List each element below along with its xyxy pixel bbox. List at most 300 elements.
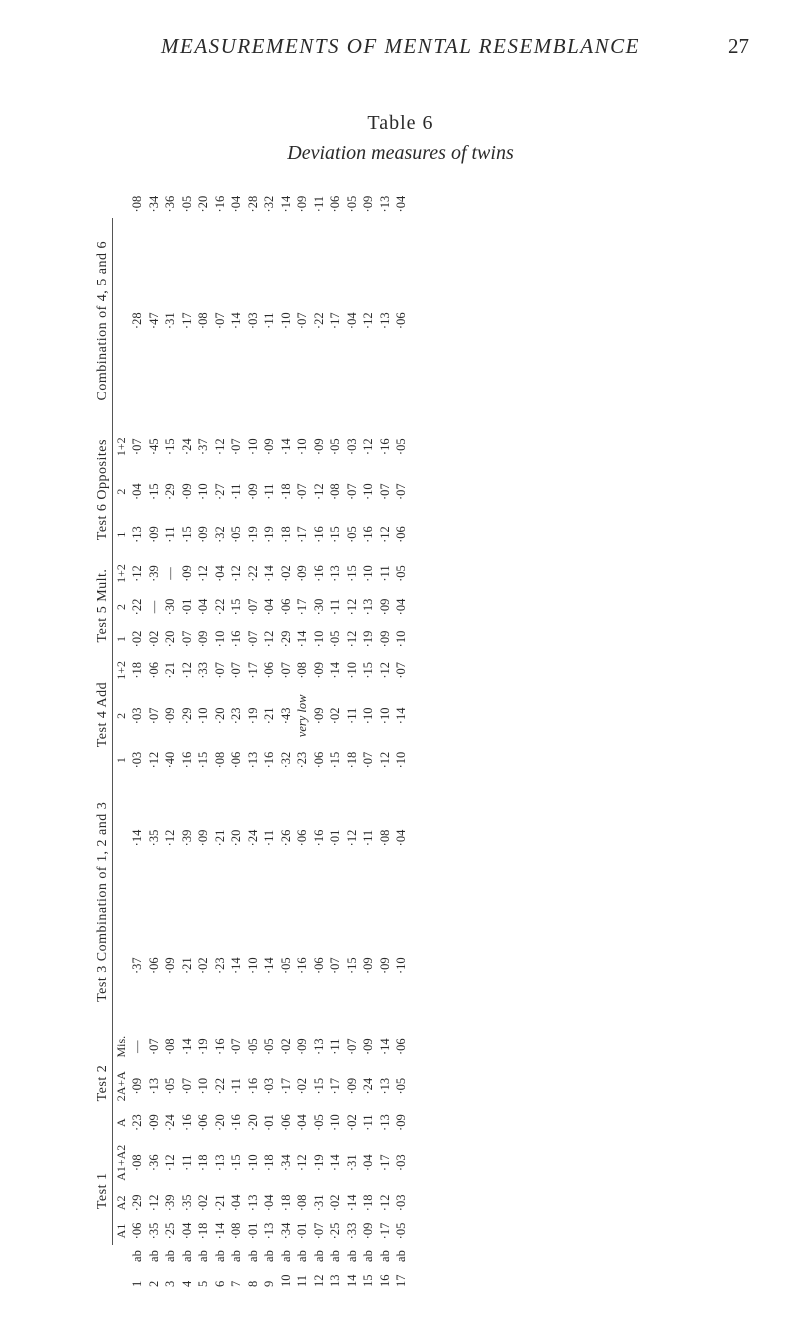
pair-label: ab [229,1250,243,1262]
table-cell: — [130,1040,144,1053]
table-cell: ·07 [179,630,194,648]
table-cell: ·33 [196,662,210,679]
table-cell: ·33 [344,1222,359,1240]
table-cell: ·07 [295,312,309,330]
table-cell: ·07 [146,707,161,725]
table-cell: ·07 [394,483,408,501]
table-cell: ·14 [179,1038,194,1056]
table-cell: ·12 [163,1154,177,1172]
table-cell: ·04 [394,195,408,213]
table-cell: ·08 [328,483,342,501]
pair-label: ab [262,1250,276,1262]
table-cell: ·09 [130,1077,144,1095]
table-cell: ·15 [344,957,359,975]
pair-label: ab [328,1250,342,1262]
table-cell: ·16 [361,526,375,543]
table-cell: ·09 [179,483,194,501]
table-cell: ·07 [344,1038,359,1056]
table-cell: ·16 [212,195,227,213]
table-cell: very low [295,694,309,738]
table-row [228,190,245,1290]
table-cell: ·13 [146,1077,161,1095]
table-cell: ·40 [163,751,177,769]
table-cell: ·09 [311,707,326,725]
table-cell: ·11 [361,1114,375,1131]
table-cell: ·02 [130,630,144,648]
table-row [195,190,212,1290]
table-cell: ·10 [196,707,210,725]
table-cell: ·01 [295,1222,309,1240]
table-cell: ·07 [361,751,375,769]
row-number: 1 [130,1280,144,1287]
column-header: 2 [114,604,128,611]
pair-label: ab [146,1250,161,1262]
table-cell: ·12 [361,438,375,456]
table-cell: ·04 [262,598,276,616]
table-cell: ·04 [394,829,408,847]
table-cell: ·10 [328,1114,342,1131]
table-cell: ·09 [262,438,276,456]
table-cell: ·14 [328,1154,342,1172]
table-cell: ·37 [196,438,210,456]
table-cell: ·16 [311,526,326,543]
row-number: 6 [212,1280,227,1287]
table-cell: ·06 [262,662,276,679]
table-cell: ·18 [262,1154,276,1172]
table-cell: ·06 [146,957,161,975]
table-cell: ·15 [179,526,194,543]
table-cell: ·12 [377,526,392,543]
table-cell: ·16 [311,829,326,847]
table-cell: ·14 [328,662,342,679]
table-cell: ·12 [361,312,375,330]
table-cell: ·09 [361,1222,375,1240]
table-cell: ·07 [328,957,342,975]
table-cell: ·29 [163,483,177,501]
table-cell: ·36 [146,1154,161,1172]
table-cell: ·17 [377,1154,392,1172]
table-cell: ·09 [377,598,392,616]
table-cell: ·08 [212,751,227,769]
table-cell: ·05 [262,1038,276,1056]
table-cell: ·20 [212,707,227,725]
table-cell: ·17 [179,312,194,330]
table-cell: ·39 [163,1194,177,1212]
table-cell: ·02 [196,957,210,975]
table-cell: ·05 [344,526,359,543]
pair-label: ab [377,1250,392,1262]
table-cell: ·10 [245,438,260,456]
subheader-row [113,190,130,1290]
table-cell: ·08 [377,829,392,847]
table-cell: ·20 [245,1114,260,1131]
table-cell: ·22 [212,1077,227,1095]
table-cell: ·21 [179,957,194,975]
table-cell: ·16 [245,1077,260,1095]
table-cell: ·14 [212,1222,227,1240]
table-cell: ·04 [196,598,210,616]
table-cell: ·09 [394,1114,408,1131]
corner-subheader [113,1245,130,1290]
table-cell: ·23 [229,707,243,725]
table-cell: ·07 [295,483,309,501]
table-cell: ·12 [146,751,161,769]
table-cell: ·16 [262,751,276,769]
table-cell: ·16 [229,1114,243,1131]
pair-label: ab [278,1250,293,1262]
column-header: A [114,1118,128,1127]
table-cell: ·14 [130,829,144,847]
table-cell: ·14 [278,438,293,456]
pair-label: ab [311,1250,326,1262]
table-cell: ·05 [394,565,408,582]
table-cell: ·06 [394,1038,408,1056]
table-cell: ·04 [229,1194,243,1212]
table-cell: — [163,567,177,580]
table-cell: ·02 [278,565,293,582]
table-cell: ·15 [344,565,359,582]
table-cell: ·43 [278,707,293,725]
table-cell: ·24 [163,1114,177,1131]
group-header: Test 2 [94,1030,113,1137]
pair-label: ab [344,1250,359,1262]
table-cell: ·11 [229,483,243,500]
table-cell: ·13 [130,526,144,543]
table-cell: ·10 [311,630,326,648]
table-cell: ·01 [179,598,194,616]
table-cell: ·10 [245,957,260,975]
table-cell: ·03 [130,707,144,725]
table-cell: ·05 [344,195,359,213]
table-cell: ·21 [163,662,177,679]
table-cell: ·12 [196,565,210,582]
table-cell: ·16 [311,565,326,582]
table-cell: ·01 [328,829,342,847]
table-cell: ·04 [394,598,408,616]
table-row [327,190,344,1290]
rotated-table [94,190,734,1290]
table-row [245,190,262,1290]
table-row [344,190,361,1290]
table-cell: ·13 [212,1154,227,1172]
table-cell: ·14 [229,957,243,975]
table-cell: ·21 [212,829,227,847]
table-cell: ·19 [196,1038,210,1056]
pair-label: ab [394,1250,408,1262]
table-cell: ·10 [361,483,375,501]
table-cell: ·10 [196,483,210,501]
corner-header [94,1245,113,1290]
table-cell: ·06 [278,598,293,616]
pair-label: ab [163,1250,177,1262]
table-cell: ·29 [179,707,194,725]
table-cell: ·15 [361,662,375,679]
table-cell: ·15 [229,598,243,616]
table-cell: ·09 [146,526,161,543]
table-cell: ·07 [344,483,359,501]
table-cell: ·10 [295,438,309,456]
table-cell: ·22 [245,565,260,582]
table-head [94,190,129,1290]
table-cell: ·11 [179,1154,194,1171]
table-cell: ·07 [245,598,260,616]
table-cell: ·22 [130,598,144,616]
table-cell: ·07 [179,1077,194,1095]
table-cell: ·39 [146,565,161,582]
table-cell: ·09 [377,630,392,648]
table-cell: ·39 [179,829,194,847]
table-cell: ·06 [196,1114,210,1131]
table-cell: ·12 [295,1154,309,1172]
table-cell: ·10 [212,630,227,648]
table-row [360,190,377,1290]
table-cell: ·11 [328,598,342,616]
table-cell: ·10 [196,1077,210,1095]
table-cell: ·02 [344,1114,359,1131]
table-cell: ·26 [278,829,293,847]
table-cell: ·30 [311,598,326,616]
row-number: 15 [361,1274,375,1287]
table-cell: ·18 [361,1194,375,1212]
table-cell: ·15 [229,1154,243,1172]
table-cell: ·16 [179,751,194,769]
column-header: 2A+A [114,1071,128,1102]
table-cell: ·08 [295,662,309,679]
table-cell: ·07 [229,1038,243,1056]
table-cell: ·24 [361,1077,375,1095]
table-cell: ·09 [179,565,194,582]
table-cell: ·06 [394,312,408,330]
table-cell: ·05 [328,438,342,456]
table-cell: ·03 [394,1194,408,1212]
table-cell: ·15 [163,438,177,456]
table-cell: ·13 [262,1222,276,1240]
table-cell: ·14 [394,707,408,725]
table-cell: ·29 [278,630,293,648]
column-header: 1+2 [114,437,128,457]
row-number: 7 [229,1280,243,1287]
table-cell: ·03 [262,1077,276,1095]
table-cell: ·23 [130,1114,144,1131]
table-cell: ·16 [295,957,309,975]
table-cell: ·13 [377,312,392,330]
table-cell: ·18 [196,1154,210,1172]
column-header: A1 [114,1223,128,1239]
row-number: 9 [262,1280,276,1287]
table-cell: ·12 [179,662,194,679]
table-cell: ·13 [245,1194,260,1212]
rotated-table-frame [94,190,734,1290]
table-cell: ·03 [245,312,260,330]
table-cell: ·07 [212,312,227,330]
table-cell: ·13 [328,565,342,582]
table-row [393,190,410,1290]
table-cell: ·03 [344,438,359,456]
table-cell: ·14 [229,312,243,330]
table-row [377,190,394,1290]
table-cell: ·08 [130,1154,144,1172]
table-cell: ·11 [344,707,359,724]
table-cell: ·23 [295,751,309,769]
table-cell: ·06 [328,195,342,213]
table-cell: ·30 [163,598,177,616]
table-cell: ·37 [130,957,144,975]
pair-label: ab [196,1250,210,1262]
table-cell: ·07 [130,438,144,456]
table-cell: ·04 [212,565,227,582]
row-number: 11 [295,1274,309,1287]
table-cell: ·12 [163,829,177,847]
table-cell: ·14 [377,1038,392,1056]
table-cell: ·05 [328,630,342,648]
table-cell: ·17 [328,1077,342,1095]
table-cell: ·05 [394,1222,408,1240]
table-cell: ·19 [245,707,260,725]
table-cell: ·09 [361,1038,375,1056]
table-cell: ·32 [278,751,293,769]
group-header: Test 3 Combination of 1, 2 and 3 [94,774,113,1029]
row-number: 4 [179,1280,194,1287]
table-cell: ·02 [328,707,342,725]
table-cell: ·07 [146,1038,161,1056]
deviation-table [94,190,410,1290]
column-header [113,774,130,902]
table-cell: ·09 [295,565,309,582]
table-cell: ·04 [130,483,144,501]
table-cell: ·19 [262,526,276,543]
table-cell: ·05 [229,526,243,543]
table-cell: ·11 [262,312,276,329]
row-number: 5 [196,1280,210,1287]
table-cell: ·21 [262,707,276,725]
row-number: 17 [394,1274,408,1287]
table-row [278,190,295,1290]
table-cell: ·15 [328,526,342,543]
table-cell: ·15 [146,483,161,501]
table-cell: ·09 [245,483,260,501]
table-cell: ·07 [278,662,293,679]
table-cell: ·11 [262,829,276,847]
table-cell: ·06 [295,829,309,847]
table-cell: ·06 [311,751,326,769]
table-cell: ·14 [278,195,293,213]
table-cell: ·04 [344,312,359,330]
table-cell: ·15 [196,751,210,769]
table-cell: ·21 [212,1194,227,1212]
table-cell: ·10 [361,707,375,725]
table-cell: ·12 [344,630,359,648]
table-cell: ·13 [361,598,375,616]
table-cell: ·12 [344,829,359,847]
table-cell: ·13 [377,195,392,213]
table-cell: ·07 [394,662,408,679]
group-header: Test 4 Add [94,655,113,774]
table-cell: ·09 [361,957,375,975]
row-number: 14 [344,1274,359,1287]
table-cell: ·22 [311,312,326,330]
column-header: 1+2 [114,564,128,583]
group-header: Test 1 [94,1137,113,1245]
table-cell: — [146,600,161,614]
table-cell: ·05 [394,438,408,456]
table-cell: ·18 [344,751,359,769]
table-cell: ·04 [295,1114,309,1131]
table-cell: ·35 [179,1194,194,1212]
column-header: Mis. [114,1035,128,1058]
row-number: 2 [146,1280,161,1287]
table-cell: ·12 [311,483,326,501]
table-cell: ·10 [245,1154,260,1172]
table-row [129,190,146,1290]
table-cell: ·17 [295,526,309,543]
row-number: 8 [245,1280,260,1287]
table-cell: ·02 [295,1077,309,1095]
pair-label: ab [361,1250,375,1262]
table-cell: ·25 [163,1222,177,1240]
table-cell: ·09 [377,957,392,975]
table-cell: ·06 [278,1114,293,1131]
table-cell: ·12 [262,630,276,648]
table-cell: ·12 [344,598,359,616]
table-cell: ·28 [130,312,144,330]
column-header: 1 [114,531,128,538]
table-cell: ·07 [377,483,392,501]
table-cell: ·11 [163,526,177,543]
table-cell: ·08 [163,1038,177,1056]
table-cell: ·16 [377,438,392,456]
table-cell: ·08 [130,195,144,213]
table-row [179,190,196,1290]
table-cell: ·17 [328,312,342,330]
page-number: 27 [728,34,749,58]
table-cell: ·14 [262,957,276,975]
row-number: 3 [163,1280,177,1287]
table-cell: ·04 [262,1194,276,1212]
table-cell: ·12 [146,1194,161,1212]
table-cell: ·14 [295,630,309,648]
table-cell: ·04 [179,1222,194,1240]
table-cell: ·09 [163,707,177,725]
table-cell: ·07 [229,438,243,456]
table-cell: ·28 [245,195,260,213]
table-cell: ·24 [245,829,260,847]
table-cell: ·07 [245,630,260,648]
table-cell: ·09 [163,957,177,975]
table-cell: ·06 [146,662,161,679]
table-cell: ·11 [311,196,326,213]
table-cell: ·06 [311,957,326,975]
table-cell: ·05 [311,1114,326,1131]
column-header: 2 [114,712,128,719]
table-cell: ·45 [146,438,161,456]
table-cell: ·02 [278,1038,293,1056]
table-cell: ·18 [278,526,293,543]
table-cell: ·09 [311,662,326,679]
table-cell: ·10 [278,312,293,330]
table-cell: ·05 [278,957,293,975]
table-row [261,190,278,1290]
pair-label: ab [179,1250,194,1262]
table-cell: ·09 [196,630,210,648]
table-cell: ·10 [394,751,408,769]
table-cell: ·20 [163,630,177,648]
table-row [294,190,311,1290]
table-cell: ·47 [146,312,161,330]
table-cell: ·19 [361,630,375,648]
table-cell: ·17 [295,598,309,616]
column-header: 1 [114,636,128,642]
table-cell: ·31 [311,1194,326,1212]
